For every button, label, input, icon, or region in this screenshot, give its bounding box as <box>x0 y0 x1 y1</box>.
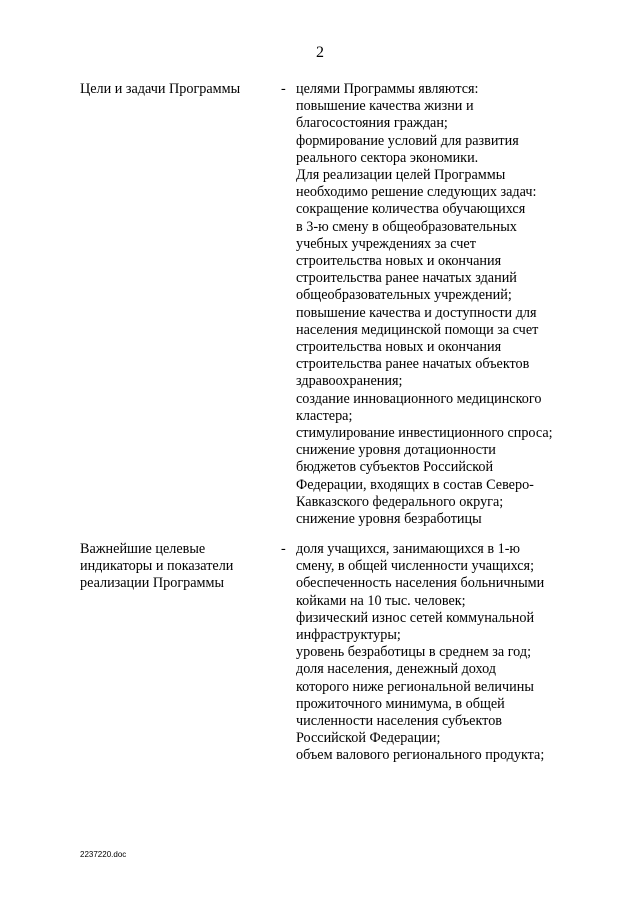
content-line: койками на 10 тыс. человек; <box>296 592 466 609</box>
document-id: 2237220.doc <box>80 850 127 859</box>
content-line: обеспеченность населения больничными <box>296 575 545 592</box>
content-line: необходимо решение следующих задач: <box>296 184 537 201</box>
content-line: строительства ранее начатых объектов <box>296 356 530 373</box>
content-line: в 3-ю смену в общеобразовательных <box>296 218 517 235</box>
content-line: снижение уровня безработицы <box>296 511 482 528</box>
content-line: целями Программы являются: <box>296 81 479 97</box>
label-line: Важнейшие целевые <box>80 541 206 557</box>
label-line: реализации Программы <box>80 575 225 592</box>
content-line: строительства новых и окончания <box>296 253 502 270</box>
content-line: уровень безработицы в среднем за год; <box>296 644 532 661</box>
content-line: Российской Федерации; <box>296 730 441 747</box>
content-line: Федерации, входящих в состав Северо- <box>296 476 534 493</box>
content-line: объем валового регионального продукта; <box>296 747 545 764</box>
content-line: благосостояния граждан; <box>296 115 448 132</box>
content-line: строительства ранее начатых зданий <box>296 270 517 287</box>
content-line: реального сектора экономики. <box>296 149 479 166</box>
section-content <box>296 81 596 528</box>
content-line: учебных учреждениях за счет <box>296 235 476 252</box>
content-line: общеобразовательных учреждений; <box>296 287 512 304</box>
content-line: смену, в общей численности учащихся; <box>296 558 535 575</box>
content-line: физический износ сетей коммунальной <box>296 609 535 626</box>
dash-separator: - <box>281 81 286 97</box>
page-number: 2 <box>316 44 324 61</box>
label-line: индикаторы и показатели <box>80 558 234 575</box>
content-line: формирование условий для развития <box>296 132 519 149</box>
content-line: Кавказского федерального округа; <box>296 493 504 510</box>
content-line: строительства новых и окончания <box>296 339 502 356</box>
content-line: кластера; <box>296 407 353 424</box>
dash-separator: - <box>281 541 286 557</box>
label-line: Цели и задачи Программы <box>80 81 241 97</box>
section-content <box>296 541 596 765</box>
content-line: Для реализации целей Программы <box>296 167 506 184</box>
content-line: доля населения, денежный доход <box>296 661 497 678</box>
content-line: стимулирование инвестиционного спроса; <box>296 425 553 442</box>
content-line: создание инновационного медицинского <box>296 390 542 407</box>
content-line: населения медицинской помощи за счет <box>296 321 539 338</box>
content-line: сокращение количества обучающихся <box>296 201 526 218</box>
content-line: бюджетов субъектов Российской <box>296 459 494 476</box>
content-line: повышение качества жизни и <box>296 98 474 115</box>
content-line: прожиточного минимума, в общей <box>296 695 505 712</box>
section-label <box>80 81 265 98</box>
content-line: здравоохранения; <box>296 373 403 390</box>
content-line: численности населения субъектов <box>296 713 502 730</box>
section-label <box>80 541 265 593</box>
content-line: повышение качества и доступности для <box>296 304 537 321</box>
content-line: снижение уровня дотационности <box>296 442 496 459</box>
content-line: инфраструктуры; <box>296 627 401 644</box>
content-line: которого ниже региональной величины <box>296 678 534 695</box>
content-line: доля учащихся, занимающихся в 1-ю <box>296 541 521 557</box>
